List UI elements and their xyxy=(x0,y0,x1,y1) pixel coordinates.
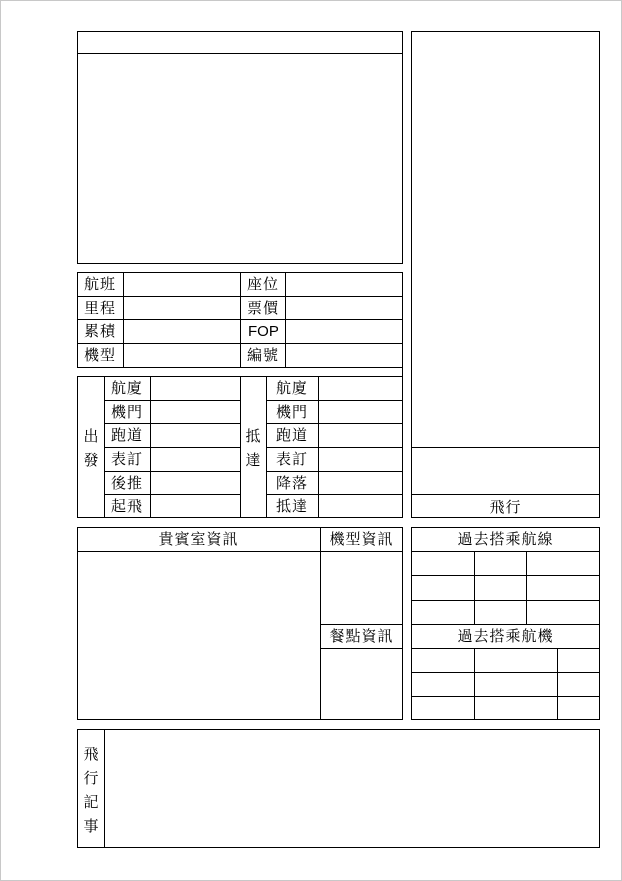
meal-info-header: 餐點資訊 xyxy=(329,627,394,645)
header-divider xyxy=(77,53,403,54)
fop-label-cell: FOP xyxy=(248,323,279,340)
notes-col-line xyxy=(104,729,105,848)
arrival-row-label: 機門 xyxy=(276,403,309,421)
flight-info-col-line xyxy=(123,272,124,368)
departure-row-label: 後推 xyxy=(111,474,144,492)
history-line xyxy=(411,648,600,649)
aircraft-col-line xyxy=(474,648,475,720)
arrival-row-label: 抵達 xyxy=(276,497,309,515)
departure-title: 出發 xyxy=(83,427,99,469)
lounge-header-line xyxy=(77,551,403,552)
past-routes-header: 過去搭乘航線 xyxy=(457,530,554,548)
notes-title: 飛行記事 xyxy=(83,745,99,835)
departure-row-label: 航廈 xyxy=(111,379,144,397)
departure-row-label: 表訂 xyxy=(111,450,144,468)
past-aircraft-header: 過去搭乘航機 xyxy=(457,627,554,645)
seat-label-cell: 座位 xyxy=(247,275,280,293)
meal-header-bottom-line xyxy=(320,648,403,649)
history-line xyxy=(411,551,600,552)
lounge-info-header: 貴賓室資訊 xyxy=(158,530,239,548)
flight-label: 飛行 xyxy=(489,498,522,516)
aircraft-info-header: 機型資訊 xyxy=(329,530,394,548)
arrival-row-label: 表訂 xyxy=(276,450,309,468)
right-panel xyxy=(411,31,600,518)
spacer-line xyxy=(402,368,403,376)
arrival-row-label: 航廈 xyxy=(276,379,309,397)
flight-info-col-line xyxy=(285,272,286,368)
routes-col-line xyxy=(526,551,527,624)
serial-label-cell: 編號 xyxy=(247,346,280,364)
history-line xyxy=(411,672,600,673)
right-panel-divider-1 xyxy=(411,447,600,448)
history-line xyxy=(411,696,600,697)
dep-arr-col-line xyxy=(240,376,241,518)
arrival-title: 抵達 xyxy=(245,427,261,469)
departure-row-label: 起飛 xyxy=(111,497,144,515)
departure-row-label: 機門 xyxy=(111,403,144,421)
flight-label-cell: 航班 xyxy=(84,275,117,293)
flight-info-col-line xyxy=(240,272,241,368)
fare-label-cell: 票價 xyxy=(247,299,280,317)
aircraft-col-line xyxy=(557,648,558,720)
arrival-row-label: 跑道 xyxy=(276,426,309,444)
arrival-row-label: 降落 xyxy=(276,474,309,492)
departure-row-label: 跑道 xyxy=(111,426,144,444)
history-line xyxy=(411,575,600,576)
mileage-label-cell: 里程 xyxy=(84,299,117,317)
history-line xyxy=(411,600,600,601)
aircraft-type-label-cell: 機型 xyxy=(84,346,117,364)
accumulated-label-cell: 累積 xyxy=(84,322,117,340)
header-box xyxy=(77,31,403,264)
right-panel-divider-2 xyxy=(411,494,600,495)
notes-box xyxy=(77,729,600,848)
routes-col-line xyxy=(474,551,475,624)
